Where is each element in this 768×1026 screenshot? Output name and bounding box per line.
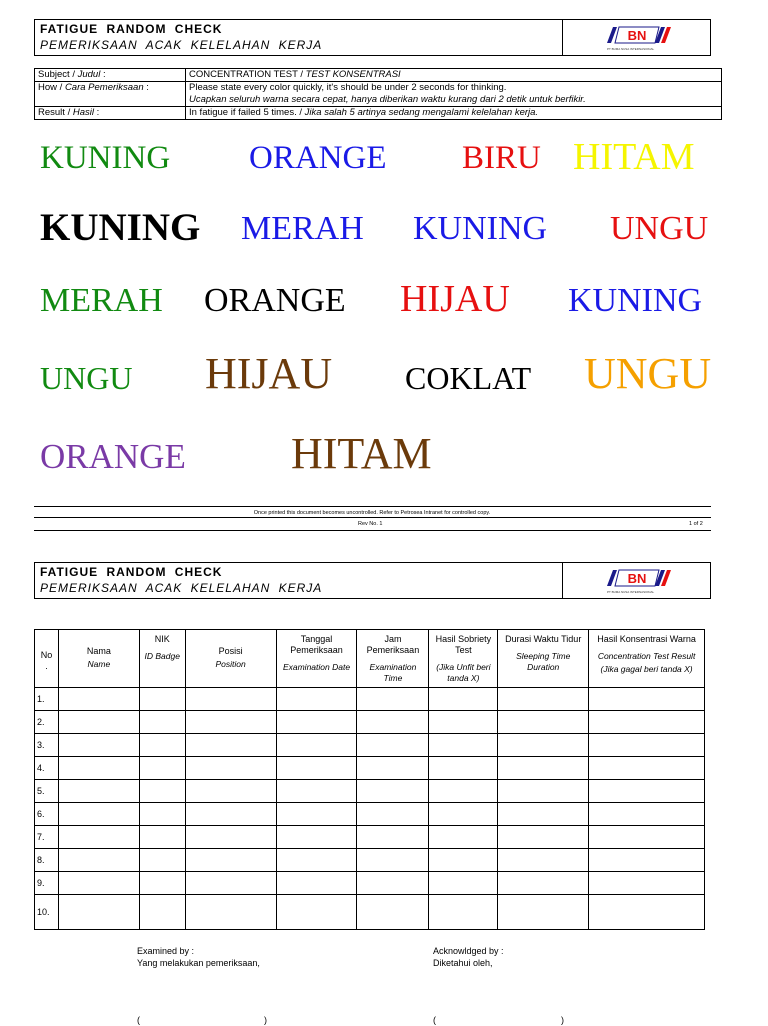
logo-subtext: PT BUMA NUSA INTERNASIONAL	[607, 47, 655, 51]
form-subtitle: PEMERIKSAAN ACAK KELELAHAN KERJA	[40, 581, 323, 595]
footer-divider	[34, 517, 711, 518]
bn-logo-icon	[607, 25, 671, 45]
col-header-position: Posisi Position	[185, 630, 276, 688]
color-word: UNGU	[610, 210, 709, 247]
table-row: 2.	[35, 711, 705, 734]
color-word: ORANGE	[40, 437, 186, 476]
page2-header	[34, 562, 711, 599]
color-word: MERAH	[241, 210, 364, 247]
color-word: MERAH	[40, 282, 163, 319]
logo-subtext: PT BUMA NUSA INTERNASIONAL	[607, 590, 655, 594]
form-title: FATIGUE RANDOM CHECK	[40, 22, 223, 36]
how-row: How / Cara Pemeriksaan : Please state every color quickly, it's should be under 2 seconds for thinking. Ucapkan seluruh warna secara cepat, hanya diberikan waktu kurang dari 2 detik untuk berfikir.	[35, 82, 722, 107]
footer-divider	[34, 530, 711, 531]
controlled-copy-note: Once printed this document becomes uncontrolled. Refer to Petrosea Intranet for controlled copy.	[253, 510, 491, 516]
table-row: 5.	[35, 780, 705, 803]
test-info-table	[34, 68, 722, 120]
page-number: 1 of 2	[689, 521, 703, 527]
color-word: HIJAU	[400, 278, 510, 320]
table-row: 8.	[35, 849, 705, 872]
form-subtitle: PEMERIKSAAN ACAK KELELAHAN KERJA	[40, 38, 323, 52]
table-row: 4.	[35, 757, 705, 780]
col-header-exam-time: Jam Pemeriksaan Examination Time	[357, 630, 429, 688]
color-word: UNGU	[40, 360, 133, 396]
table-header-row	[35, 630, 705, 688]
col-header-nik: NIK ID Badge	[139, 630, 185, 688]
color-word: COKLAT	[405, 360, 532, 396]
subject-row: Subject / Judul : CONCENTRATION TEST / TEST KONSENTRASI	[35, 69, 722, 82]
color-word: HITAM	[573, 136, 695, 178]
table-row: 10.	[35, 895, 705, 930]
logo-text: BN	[627, 571, 647, 586]
col-header-sobriety: Hasil Sobriety Test (Jika Unfit beri tanda X)	[429, 630, 498, 688]
color-word: KUNING	[413, 210, 548, 247]
col-header-exam-date: Tanggal Pemeriksaan Examination Date	[276, 630, 357, 688]
acknowledger-signature-open: (	[433, 1015, 436, 1025]
color-word: HIJAU	[205, 349, 333, 398]
company-logo	[562, 563, 712, 598]
color-word: UNGU	[584, 349, 712, 398]
revision-number: Rev No. 1	[358, 521, 383, 527]
col-header-name: Nama Name	[58, 630, 139, 688]
table-row: 6.	[35, 803, 705, 826]
table-row: 3.	[35, 734, 705, 757]
color-word: ORANGE	[249, 140, 387, 176]
acknowledger-signature-close: )	[561, 1015, 564, 1025]
color-word: BIRU	[462, 140, 541, 176]
table-row: 7.	[35, 826, 705, 849]
examined-by-block: Examined by : Yang melakukan pemeriksaan,	[137, 946, 260, 968]
color-word: KUNING	[40, 140, 171, 176]
color-word: HITAM	[291, 429, 432, 478]
col-header-sleep-duration: Durasi Waktu Tidur Sleeping Time Duration	[498, 630, 589, 688]
logo-text: BN	[627, 28, 647, 43]
footer-divider	[34, 506, 711, 507]
table-row: 9.	[35, 872, 705, 895]
result-row: Result / Hasil : In fatigue if failed 5 times. / Jika salah 5 artinya sedang mengalami kelelahan kerja.	[35, 107, 722, 120]
acknowledged-by-block: Acknowldged by : Diketahui oleh,	[433, 946, 504, 968]
page1-header	[34, 19, 711, 56]
color-word: KUNING	[40, 206, 201, 249]
company-logo	[562, 20, 712, 55]
table-row: 1.	[35, 688, 705, 711]
color-word: ORANGE	[204, 282, 346, 319]
form-title: FATIGUE RANDOM CHECK	[40, 565, 223, 579]
col-header-no: No .	[35, 630, 59, 688]
examiner-signature-open: (	[137, 1015, 140, 1025]
col-header-concentration: Hasil Konsentrasi Warna Concentration Test Result (Jika gagal beri tanda X)	[589, 630, 705, 688]
examiner-signature-close: )	[264, 1015, 267, 1025]
color-word: KUNING	[568, 282, 703, 319]
bn-logo-icon	[607, 568, 671, 588]
fatigue-check-table	[34, 629, 705, 930]
